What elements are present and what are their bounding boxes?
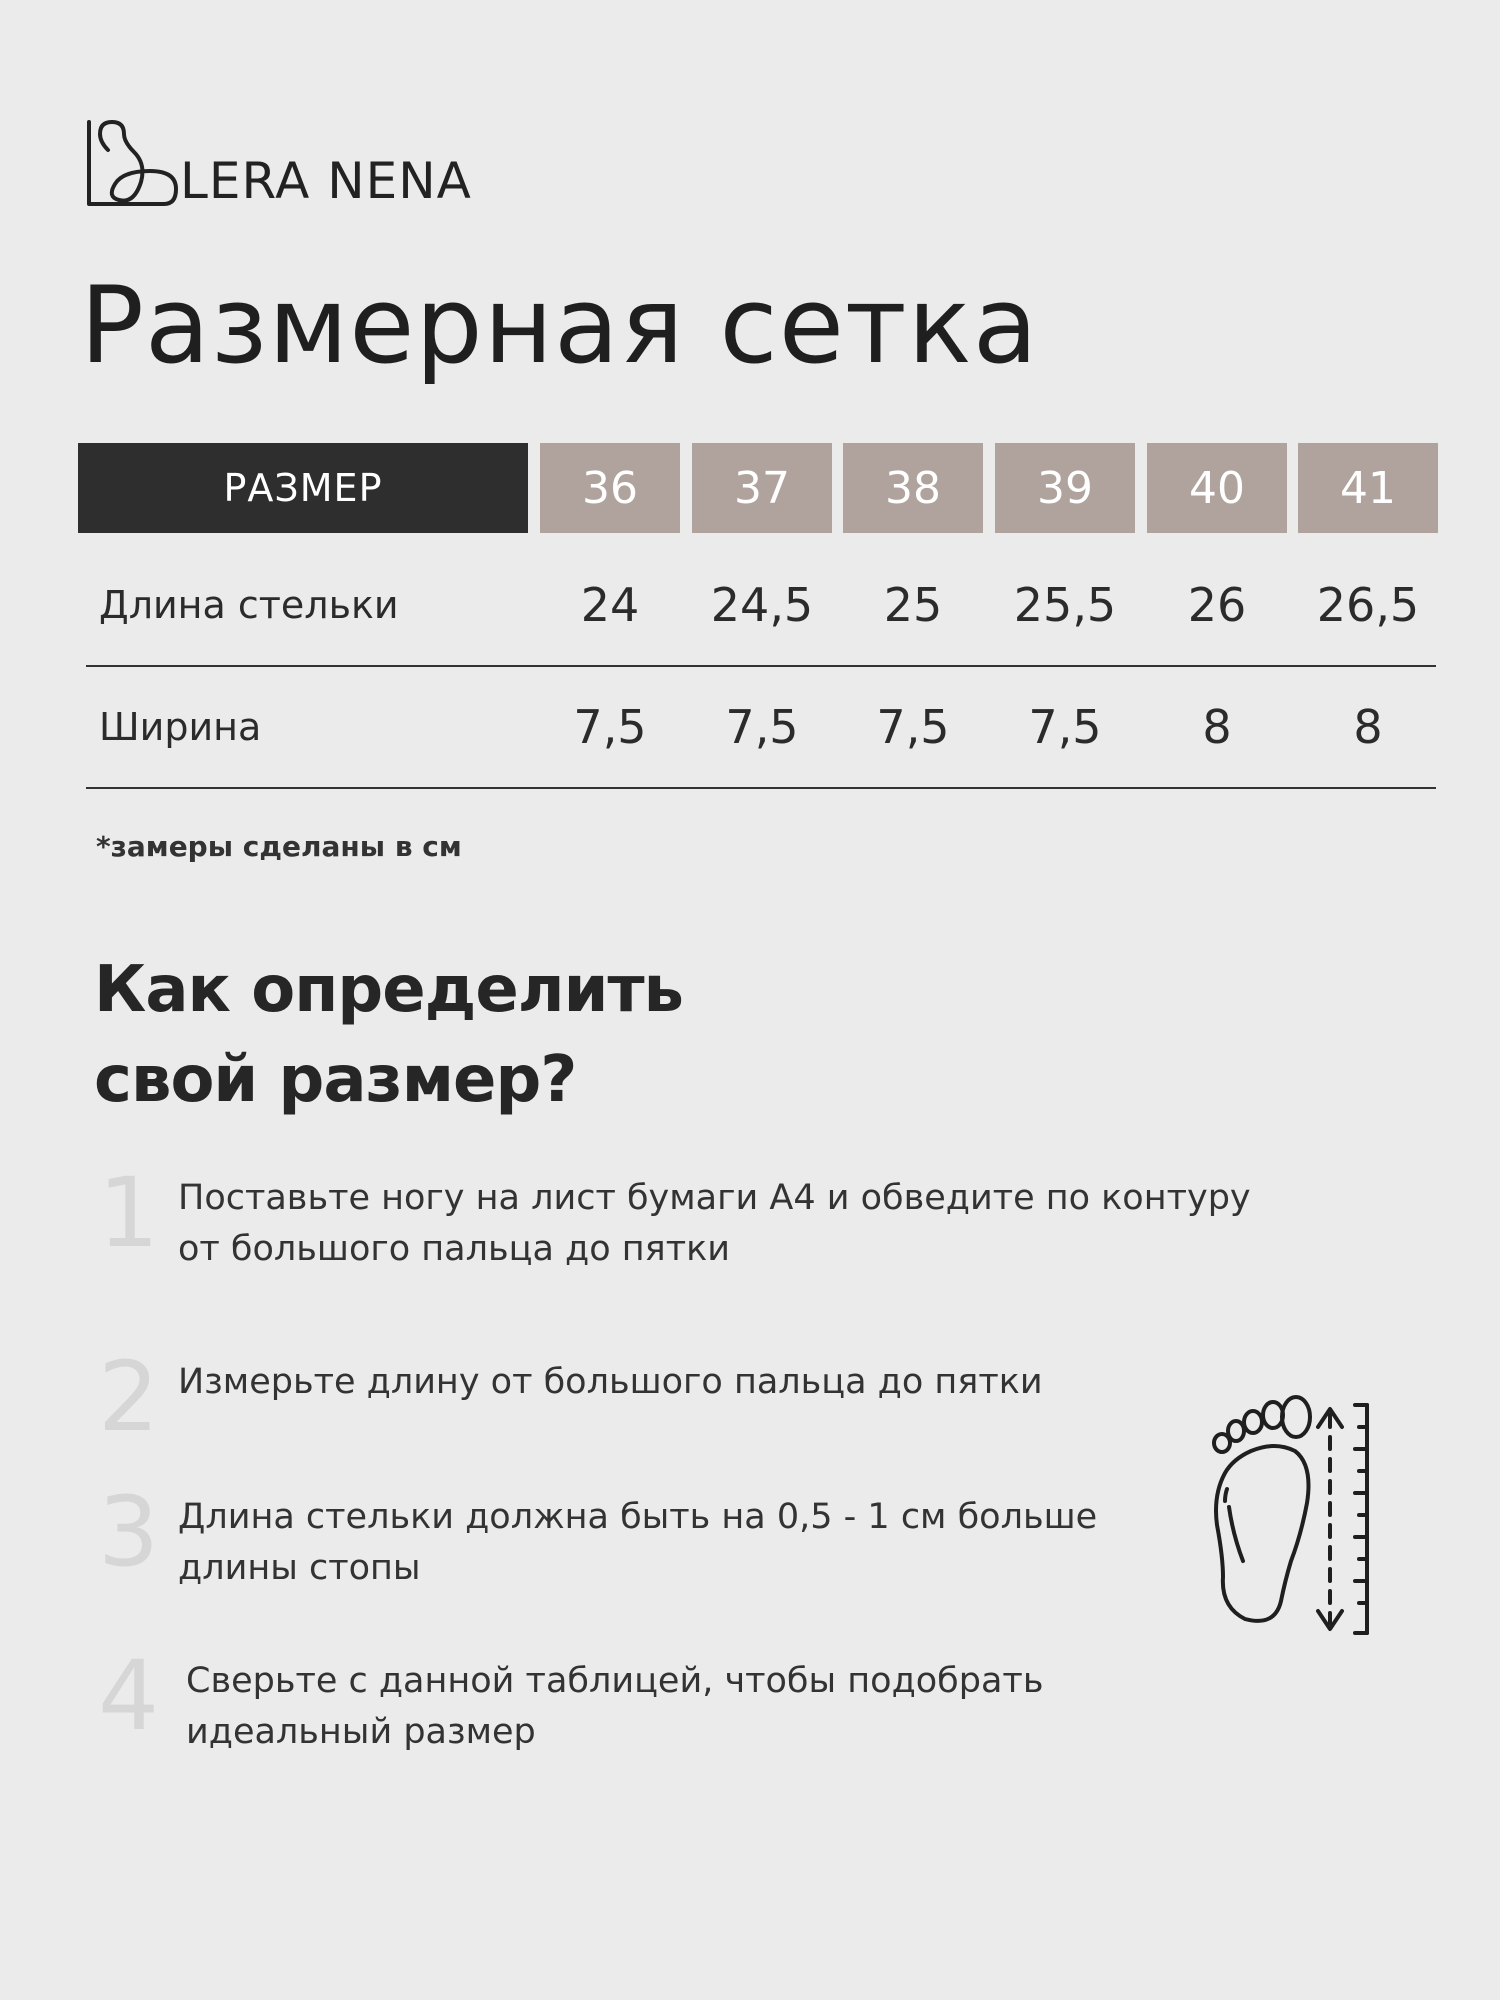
row-value: 7,5 xyxy=(876,700,950,754)
step-text-line: Измерьте длину от большого пальца до пятки xyxy=(178,1362,1043,1402)
brand-logo xyxy=(86,118,472,208)
foot-measure-icon xyxy=(1195,1385,1385,1645)
table-row-width xyxy=(86,667,1436,789)
step-text xyxy=(178,1357,1043,1408)
size-header-cell: 36 xyxy=(540,443,680,533)
row-value: 26 xyxy=(1187,578,1247,632)
step-text-line: Длина стельки должна быть на 0,5 - 1 см больше xyxy=(178,1497,1098,1537)
step-text-line: Поставьте ногу на лист бумаги А4 и обведите по контуру xyxy=(178,1178,1251,1218)
step-text xyxy=(186,1656,1043,1758)
row-value: 25 xyxy=(883,578,943,632)
step-text-line: от большого пальца до пятки xyxy=(178,1229,730,1269)
size-header-row xyxy=(78,443,1438,533)
step-number: 3 xyxy=(98,1476,160,1588)
step-text-line: идеальный размер xyxy=(186,1712,536,1752)
row-value: 8 xyxy=(1202,700,1232,754)
measurement-note: *замеры сделаны в см xyxy=(96,830,462,863)
row-label: Ширина xyxy=(99,705,262,749)
howto-title-line2: свой размер? xyxy=(94,1043,577,1117)
size-header-cell: 40 xyxy=(1147,443,1287,533)
step-text xyxy=(178,1173,1251,1275)
size-header-cell: 41 xyxy=(1298,443,1438,533)
step-text xyxy=(178,1492,1097,1594)
row-value: 24 xyxy=(580,578,640,632)
howto-title-line1: Как определить xyxy=(94,953,683,1027)
howto-title xyxy=(94,945,683,1125)
step-text-line: длины стопы xyxy=(178,1548,421,1588)
row-value: 7,5 xyxy=(1028,700,1102,754)
row-value: 7,5 xyxy=(573,700,647,754)
step-number: 2 xyxy=(98,1341,160,1453)
logo-mark-icon xyxy=(86,118,178,208)
row-value: 8 xyxy=(1353,700,1383,754)
step-text-line: Сверьте с данной таблицей, чтобы подобрать xyxy=(186,1661,1044,1701)
size-table xyxy=(78,443,1438,754)
row-value: 7,5 xyxy=(725,700,799,754)
size-header-cell: 38 xyxy=(843,443,983,533)
step-number: 1 xyxy=(98,1157,160,1269)
step-number: 4 xyxy=(98,1640,160,1752)
size-header-cell: 39 xyxy=(995,443,1135,533)
size-header-cell: 37 xyxy=(692,443,832,533)
size-header-label: РАЗМЕР xyxy=(78,443,528,533)
page-title: Размерная сетка xyxy=(80,264,1039,387)
brand-name: LERA NENA xyxy=(180,152,472,210)
table-row-insole-length xyxy=(86,545,1436,667)
row-value: 26,5 xyxy=(1316,578,1420,632)
row-value: 25,5 xyxy=(1013,578,1117,632)
row-value: 24,5 xyxy=(710,578,814,632)
foot-measure-illustration xyxy=(1195,1385,1385,1649)
row-label: Длина стельки xyxy=(99,583,399,627)
